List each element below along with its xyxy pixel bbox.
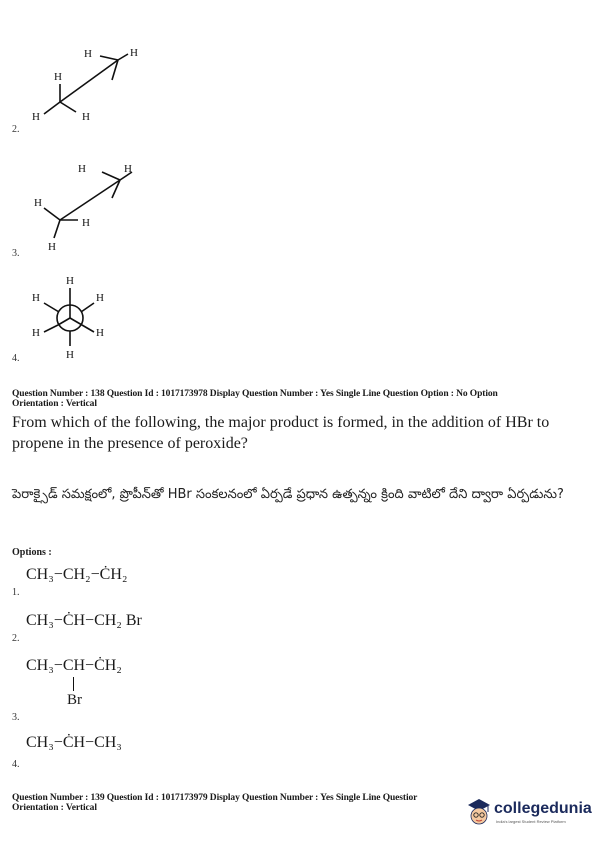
option-formula[interactable]: CH₃−CH₂−ĊH₂ xyxy=(26,566,128,583)
option-number: 1. xyxy=(12,587,20,598)
option-number: 2. xyxy=(12,124,20,135)
option-number: 4. xyxy=(12,759,20,770)
option-substituent: Br xyxy=(67,692,82,708)
atom-label: H xyxy=(124,163,132,175)
atom-label: H xyxy=(66,275,74,287)
option-number: 3. xyxy=(12,248,20,259)
question-meta-line: Question Number : 139 Question Id : 1017173979 Display Question Number : Yes Single Line Questior xyxy=(12,793,418,803)
structure-option-3 xyxy=(20,150,160,260)
logo-wordmark: collegedunia xyxy=(494,800,592,817)
atom-label: H xyxy=(82,217,90,229)
question-meta-line: Orientation : Vertical xyxy=(12,803,97,813)
option-number: 4. xyxy=(12,353,20,364)
atom-label: H xyxy=(96,327,104,339)
question-meta xyxy=(12,793,457,813)
atom-label: H xyxy=(78,163,86,175)
option-number: 3. xyxy=(12,712,20,723)
atom-label: H xyxy=(82,111,90,123)
atom-label: H xyxy=(32,292,40,304)
question-meta-line: Orientation : Vertical xyxy=(12,399,97,409)
atom-label: H xyxy=(84,48,92,60)
collegedunia-logo[interactable] xyxy=(466,794,592,834)
logo-tagline: India's largest Student Review Platform xyxy=(496,819,566,824)
option-formula[interactable]: CH₃−ĊH−CH₂ Br xyxy=(26,612,142,629)
question-meta-line: Question Number : 138 Question Id : 1017173978 Display Question Number : Yes Single Line Question Option : No Option xyxy=(12,389,498,399)
atom-label: H xyxy=(32,111,40,123)
atom-label: H xyxy=(96,292,104,304)
option-formula[interactable]: CH₃−CH−ĊH₂ xyxy=(26,657,122,674)
atom-label: H xyxy=(130,47,138,59)
options-label: Options : xyxy=(12,547,52,558)
atom-label: H xyxy=(48,241,56,253)
question-meta xyxy=(12,389,582,409)
bond-line xyxy=(73,677,74,691)
structure-option-4 xyxy=(20,270,130,365)
mascot-icon xyxy=(466,796,492,828)
structure-option-2 xyxy=(20,40,160,130)
question-text-telugu: పెరాక్సైడ్ సమక్షంలో, ప్రొపీన్‌తో HBr సంకలనంలో ఏర్పడే ప్రధాన ఉత్పన్నం క్రింది వాటిలో దేని ద్వారా ఏర్పడును? xyxy=(12,487,564,502)
atom-label: H xyxy=(54,71,62,83)
question-text-english: From which of the following, the major product is formed, in the addition of HBr to propene in the presence of peroxide? xyxy=(12,414,550,452)
option-formula[interactable]: CH₃−ĊH−CH₃ xyxy=(26,734,122,751)
atom-label: H xyxy=(66,349,74,361)
atom-label: H xyxy=(32,327,40,339)
option-number: 2. xyxy=(12,633,20,644)
atom-label: H xyxy=(34,197,42,209)
